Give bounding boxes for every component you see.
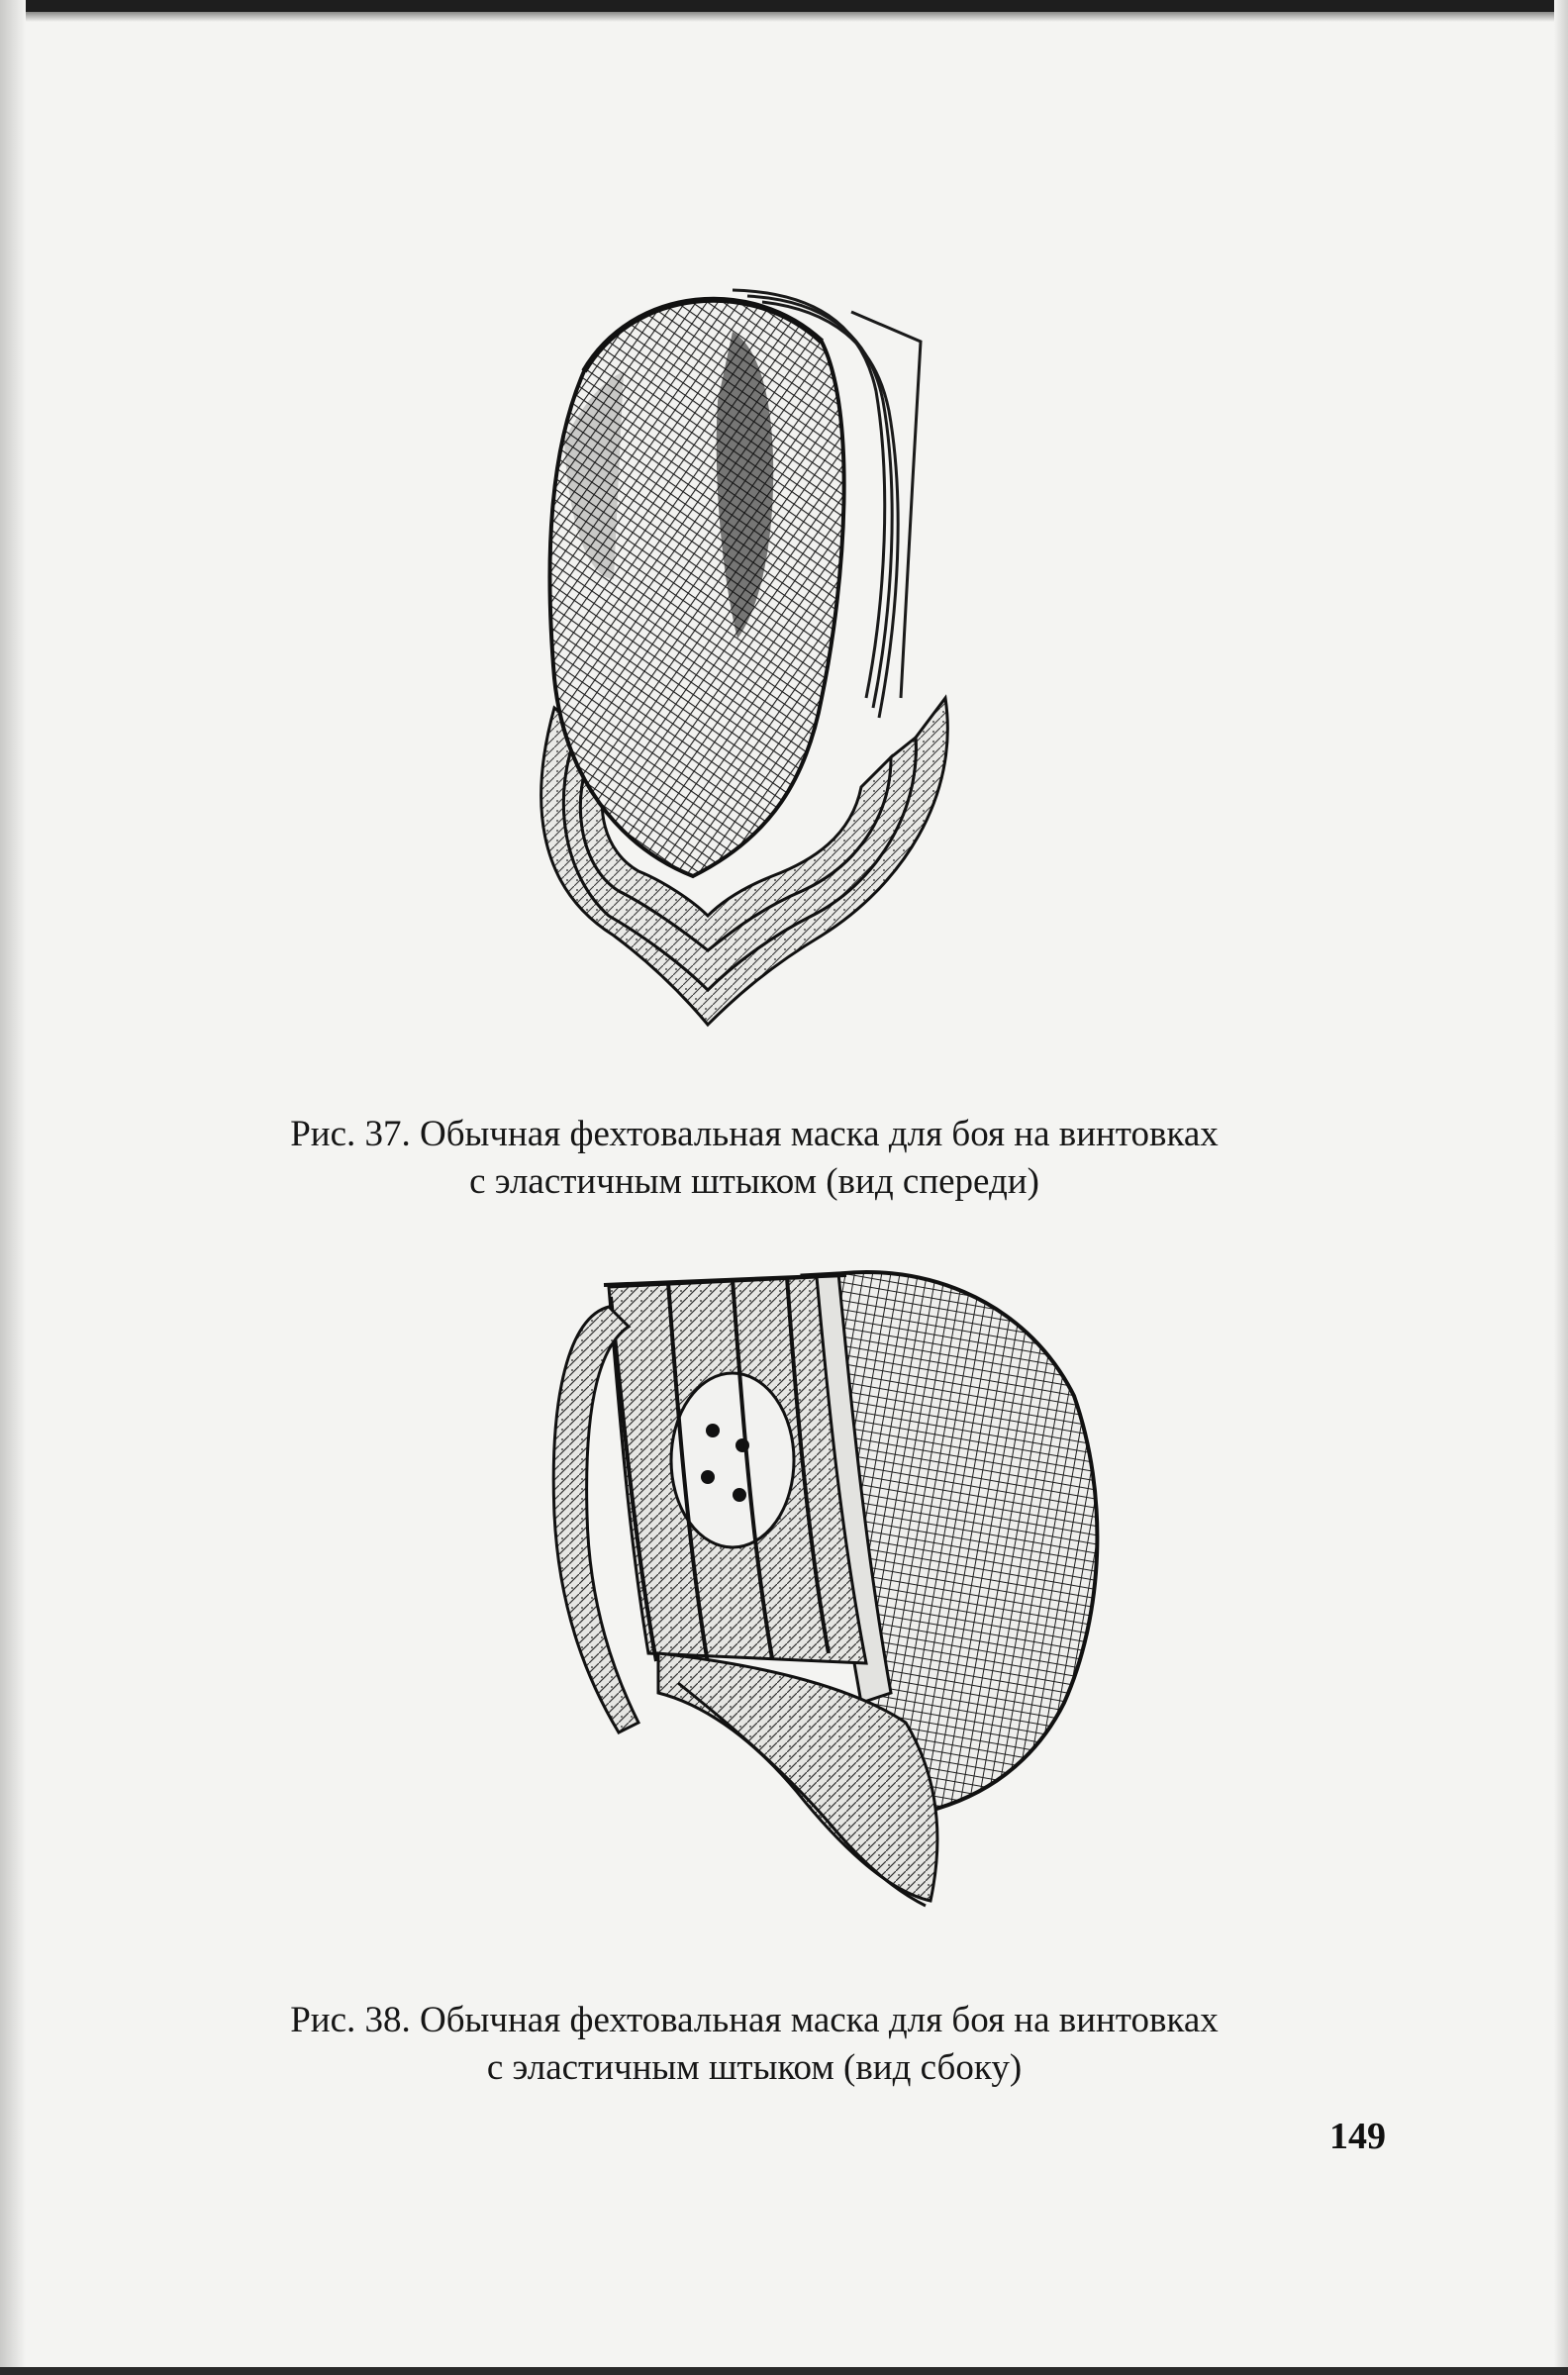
figure-38-caption-line1: Рис. 38. Обычная фехтовальная маска для боя на винтовках: [290, 2000, 1219, 2040]
figure-38-caption: [190, 1997, 1319, 2092]
fencing-mask-front-illustration: [525, 282, 970, 1035]
scan-bottom-edge: [0, 2367, 1568, 2375]
scan-top-shadow: [0, 12, 1568, 22]
fencing-mask-side-illustration: [549, 1257, 1114, 1940]
scan-top-edge: [0, 0, 1568, 12]
scan-left-shadow: [0, 0, 26, 2375]
mask-mesh-face: [549, 300, 843, 876]
figure-37-caption-line2: с эластичным штыком (вид спереди): [469, 1161, 1039, 1202]
figure-38-caption-line2: с эластичным штыком (вид сбоку): [486, 2047, 1023, 2088]
figure-37-caption-line1: Рис. 37. Обычная фехтовальная маска для боя на винтовках: [290, 1114, 1219, 1154]
scan-right-shadow: [1554, 0, 1568, 2375]
figure-37-caption: [190, 1111, 1319, 1206]
page-number: 149: [1329, 2116, 1386, 2157]
